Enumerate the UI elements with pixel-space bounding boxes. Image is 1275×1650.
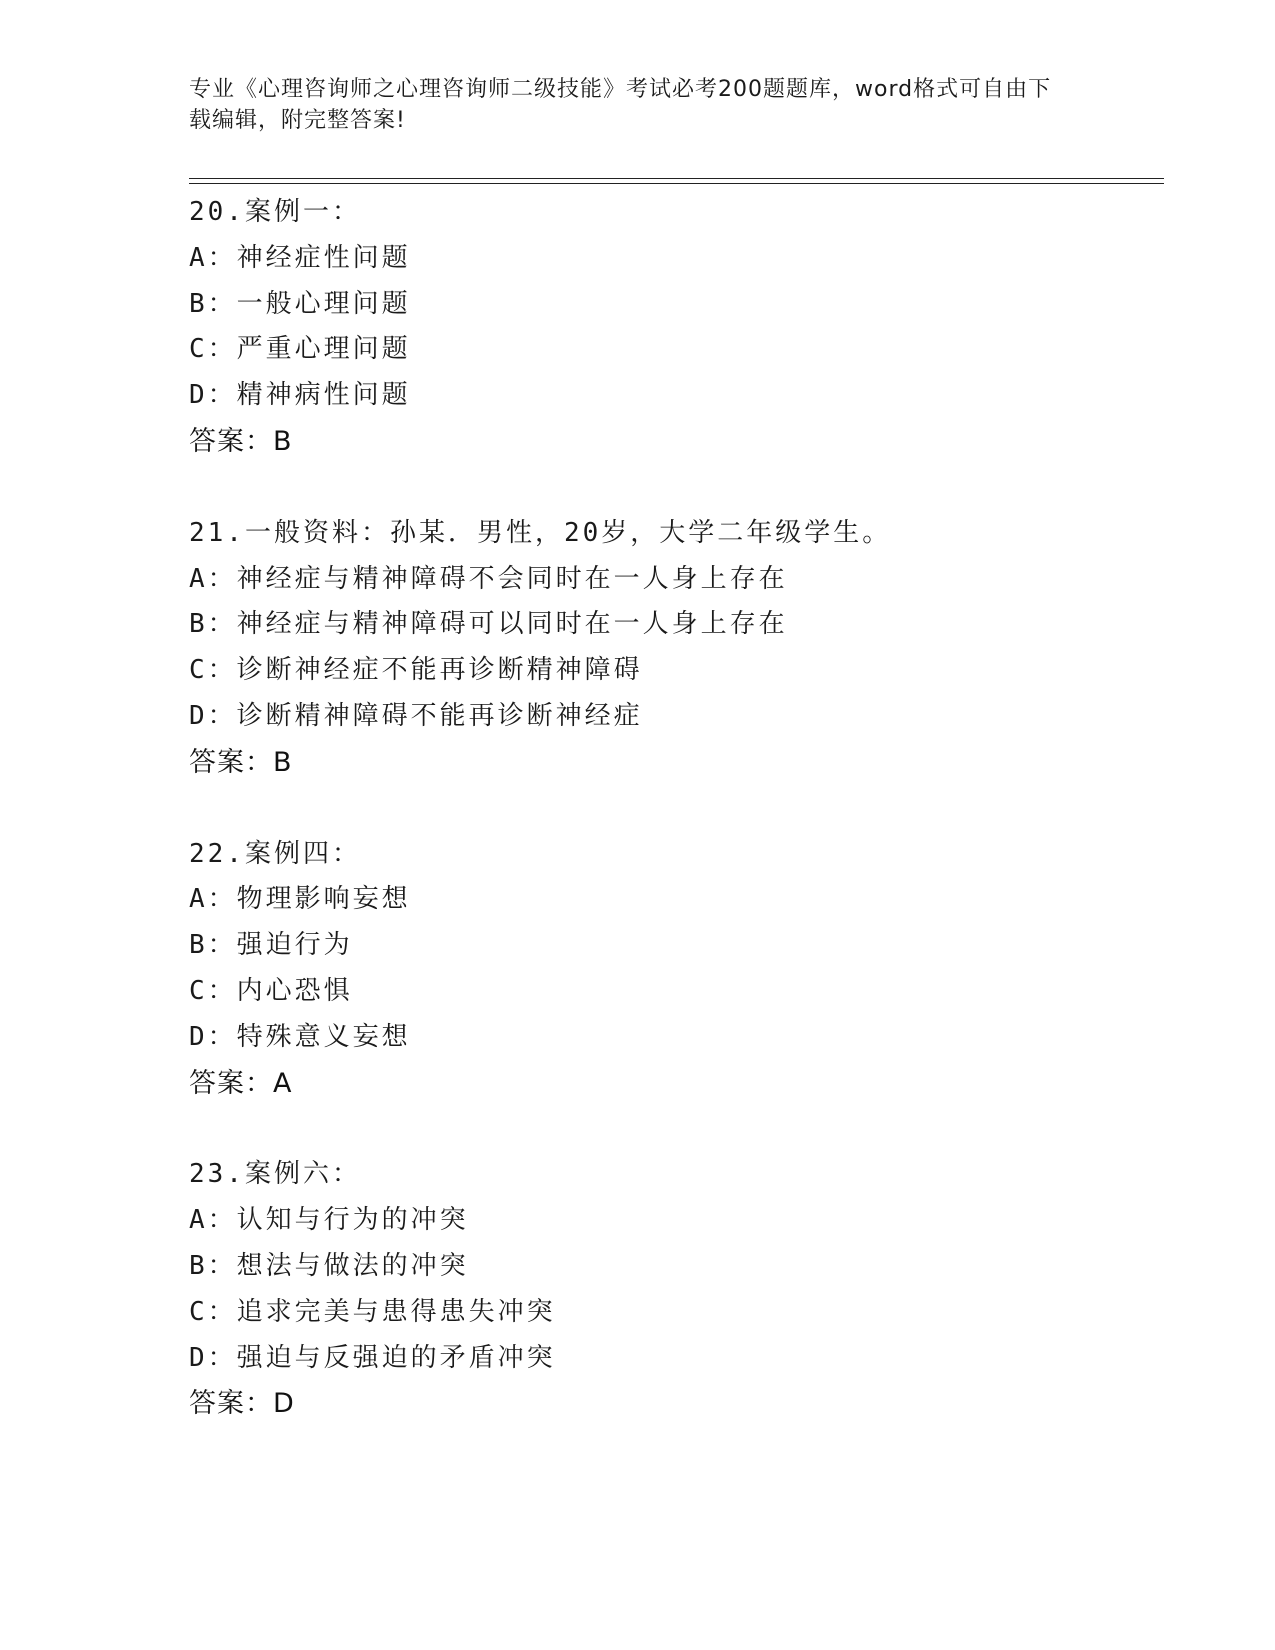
option-b: B：想法与做法的冲突 bbox=[189, 1250, 469, 1281]
option-a: A：物理影响妄想 bbox=[189, 884, 411, 915]
question-title: 23.案例六： bbox=[189, 1159, 361, 1190]
option-b: B：强迫行为 bbox=[189, 930, 353, 961]
header-divider-top bbox=[189, 178, 1164, 179]
answer: 答案：D bbox=[189, 1388, 295, 1420]
question-title: 22.案例四： bbox=[189, 838, 361, 869]
question-20 bbox=[189, 190, 1164, 465]
option-d: D：强迫与反强迫的矛盾冲突 bbox=[189, 1342, 556, 1373]
option-d: D：特殊意义妄想 bbox=[189, 1021, 411, 1052]
question-22 bbox=[189, 832, 1164, 1107]
option-c: C：内心恐惧 bbox=[189, 975, 353, 1006]
option-c: C：追求完美与患得患失冲突 bbox=[189, 1296, 556, 1327]
option-a: A：神经症与精神障碍不会同时在一人身上存在 bbox=[189, 563, 788, 594]
question-title: 21.一般资料：孙某．男性，20岁，大学二年级学生。 bbox=[189, 517, 892, 548]
option-b: B：一般心理问题 bbox=[189, 288, 411, 319]
answer: 答案：A bbox=[189, 1067, 293, 1099]
option-a: A：神经症性问题 bbox=[189, 242, 411, 273]
question-title: 20.案例一： bbox=[189, 197, 361, 227]
option-d: D：诊断精神障碍不能再诊断神经症 bbox=[189, 700, 643, 731]
option-b: B：神经症与精神障碍可以同时在一人身上存在 bbox=[189, 609, 788, 640]
question-23 bbox=[189, 1152, 1164, 1427]
option-d: D：精神病性问题 bbox=[189, 380, 411, 411]
question-list bbox=[189, 190, 1164, 1473]
question-21 bbox=[189, 511, 1164, 786]
document-header: 专业《心理咨询师之心理咨询师二级技能》考试必考200题题库，word格式可自由下载编辑，附完整答案! bbox=[189, 77, 1052, 133]
option-c: C：严重心理问题 bbox=[189, 334, 411, 365]
option-a: A：认知与行为的冲突 bbox=[189, 1205, 469, 1236]
answer: 答案：B bbox=[189, 425, 293, 457]
answer: 答案：B bbox=[189, 746, 293, 778]
option-c: C：诊断神经症不能再诊断精神障碍 bbox=[189, 655, 643, 686]
header-divider-bottom bbox=[189, 183, 1164, 184]
